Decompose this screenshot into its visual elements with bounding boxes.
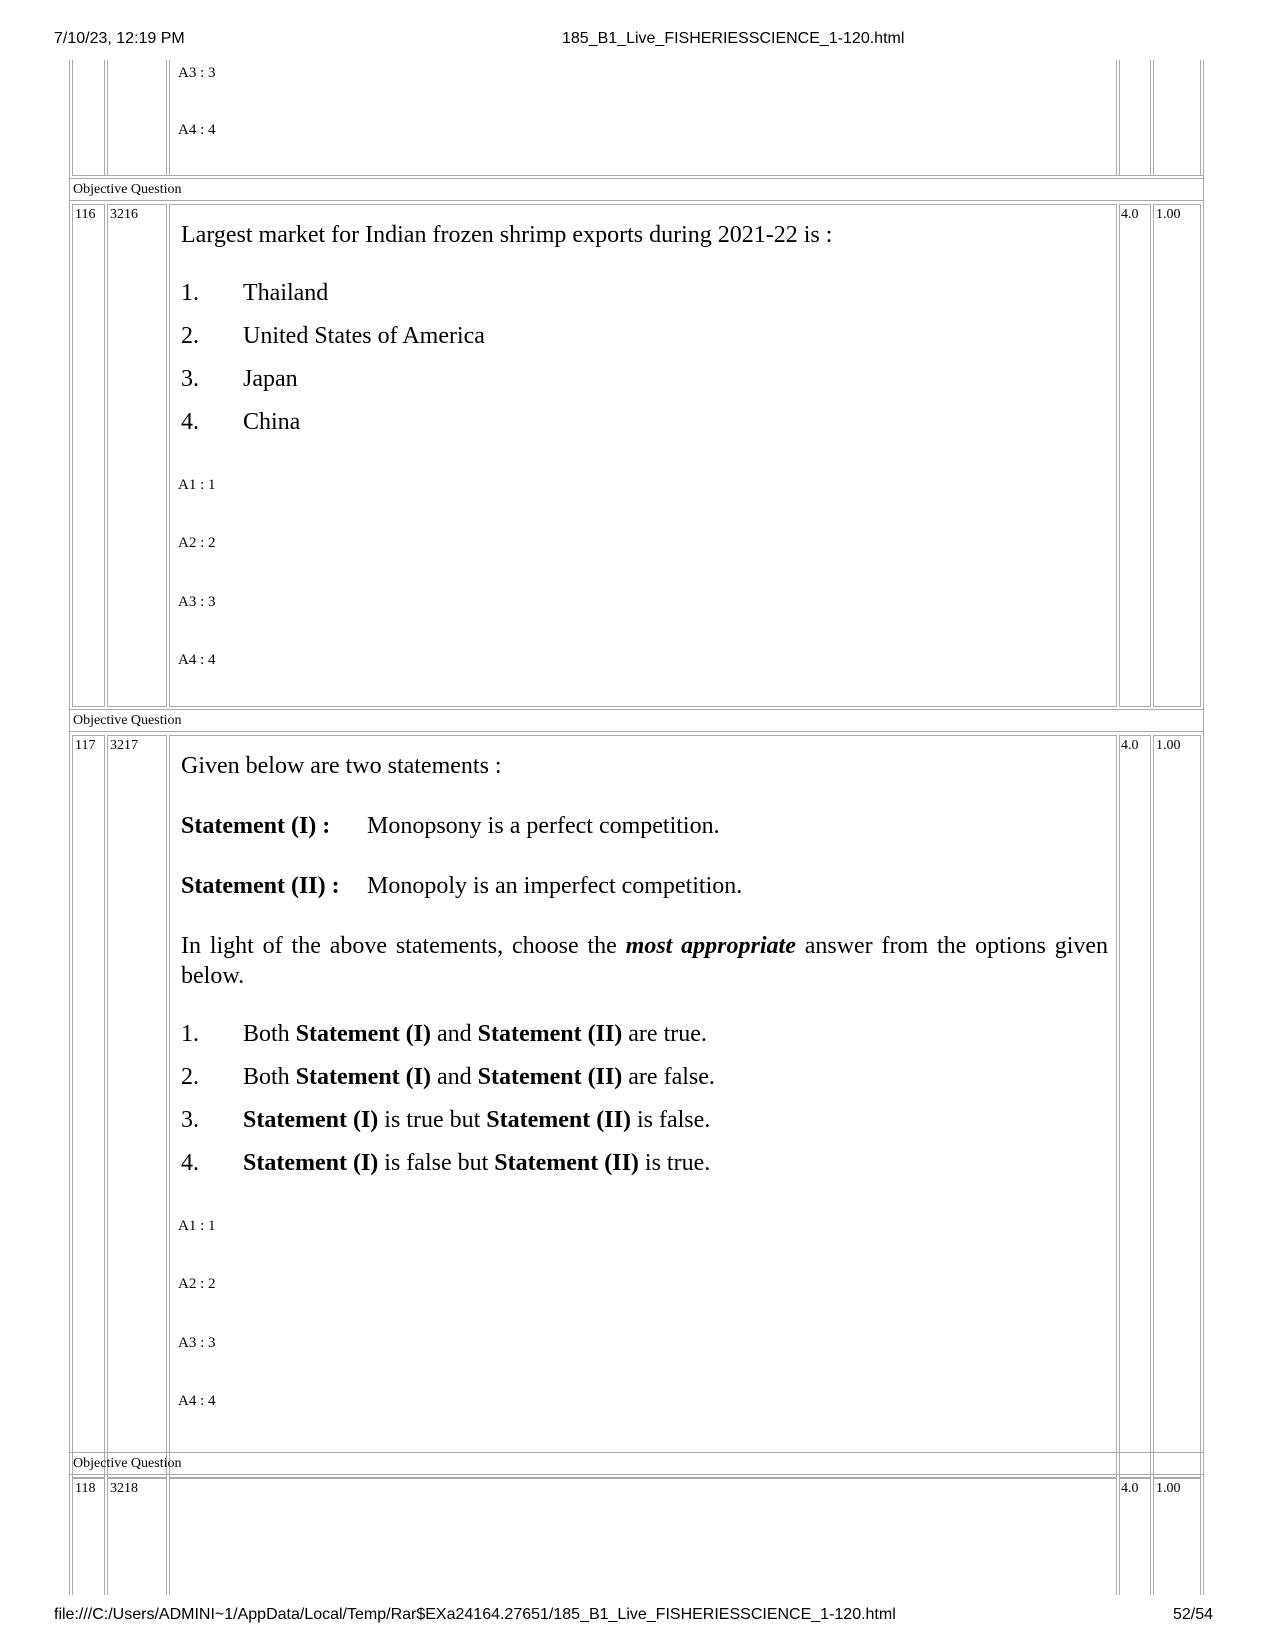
table-border (1119, 1478, 1120, 1595)
answer-label: A4 : 4 (178, 122, 216, 138)
print-datetime: 7/10/23, 12:19 PM (54, 30, 185, 47)
table-border (166, 1478, 167, 1595)
negative-marks-cell (1153, 204, 1201, 707)
table-border (69, 732, 70, 1480)
table-border (1203, 60, 1204, 178)
instruction-emphasis: most appropriate (625, 933, 796, 959)
table-border (1116, 60, 1117, 175)
question-text: Largest market for Indian frozen shrimp exports during 2021-22 is : (181, 222, 833, 248)
answer-label: A2 : 2 (178, 1276, 216, 1292)
table-border (1116, 1478, 1117, 1595)
question-type-bar (69, 709, 1204, 732)
table-border (72, 1478, 73, 1595)
table-border (72, 1478, 105, 1479)
option-number: 3. (181, 1107, 199, 1133)
serial-number: 117 (75, 738, 96, 753)
table-border (1119, 60, 1120, 175)
table-border (1153, 60, 1154, 175)
table-border (107, 1478, 108, 1595)
option-number: 4. (181, 409, 199, 435)
option-text: Japan (243, 366, 298, 392)
question-id: 3218 (110, 1481, 138, 1496)
question-type-label: Objective Question (73, 1456, 182, 1471)
statement-1-text: Monopsony is a perfect competition. (367, 813, 720, 839)
answer-label: A3 : 3 (178, 594, 216, 610)
qid-cell (107, 735, 167, 1478)
table-border (1203, 1475, 1204, 1595)
table-border (169, 60, 170, 175)
table-border (69, 201, 70, 709)
instruction-text: In light of the above statements, choose the (181, 933, 626, 959)
option-number: 1. (181, 1021, 199, 1047)
table-border (1203, 732, 1204, 1480)
question-id: 3217 (110, 738, 138, 753)
page-number: 52/54 (1173, 1606, 1214, 1623)
option-text: Statement (I) is false but Statement (II) is true. (243, 1150, 711, 1176)
marks-value: 4.0 (1121, 1481, 1139, 1496)
table-border (1150, 60, 1151, 175)
statement-2-label: Statement (II) : (181, 873, 340, 899)
answer-label: A1 : 1 (178, 1218, 216, 1234)
table-border (107, 60, 108, 175)
marks-cell (1119, 735, 1151, 1478)
table-border (1153, 1478, 1201, 1479)
serial-number: 116 (75, 207, 96, 222)
answer-label: A3 : 3 (178, 1335, 216, 1351)
table-border (72, 60, 73, 175)
answer-label: A4 : 4 (178, 652, 216, 668)
option-text: Both Statement (I) and Statement (II) are true. (243, 1021, 707, 1047)
table-border (1200, 60, 1201, 175)
table-border (1203, 201, 1204, 709)
table-border (107, 1478, 167, 1479)
option-number: 2. (181, 323, 199, 349)
option-number: 2. (181, 1064, 199, 1090)
option-text: United States of America (243, 323, 485, 349)
qid-cell (107, 204, 167, 707)
negative-marks-cell (1153, 735, 1201, 1478)
instruction-text: answer from the options given below. (181, 933, 1109, 989)
table-border (1153, 1478, 1154, 1595)
table-border (1150, 1478, 1151, 1595)
option-text: China (243, 409, 301, 435)
option-text: Thailand (243, 280, 329, 306)
question-intro: Given below are two statements : (181, 753, 502, 779)
statement-2 (181, 871, 340, 901)
table-border (69, 60, 70, 178)
negative-marks-value: 1.00 (1156, 1481, 1181, 1496)
table-border (72, 175, 1203, 176)
negative-marks-value: 1.00 (1156, 207, 1181, 222)
answer-label: A1 : 1 (178, 477, 216, 493)
file-path: file:///C:/Users/ADMINI~1/AppData/Local/Temp/Rar$EXa24164.27651/185_B1_Live_FISHERIESSCIENCE_1-120.html (54, 1606, 896, 1623)
sno-cell (72, 735, 105, 1478)
option-text: Both Statement (I) and Statement (II) are false. (243, 1064, 715, 1090)
option-number: 1. (181, 280, 199, 306)
table-border (1200, 1478, 1201, 1595)
table-border (104, 60, 105, 175)
table-border (169, 1478, 170, 1595)
answer-label: A2 : 2 (178, 535, 216, 551)
serial-number: 118 (75, 1481, 96, 1496)
document-title: 185_B1_Live_FISHERIESSCIENCE_1-120.html (562, 30, 905, 47)
marks-cell (1119, 204, 1151, 707)
option-number: 3. (181, 366, 199, 392)
statement-2-text: Monopoly is an imperfect competition. (367, 873, 743, 899)
table-border (169, 1478, 1117, 1479)
table-border (1119, 1478, 1151, 1479)
marks-value: 4.0 (1121, 207, 1139, 222)
question-type-bar (69, 1452, 1204, 1475)
statement-1-label: Statement (I) : (181, 813, 331, 839)
marks-value: 4.0 (1121, 738, 1139, 753)
question-id: 3216 (110, 207, 138, 222)
question-type-bar (69, 178, 1204, 201)
statement-1 (181, 811, 330, 841)
question-type-label: Objective Question (73, 182, 182, 197)
sno-cell (72, 204, 105, 707)
table-border (104, 1478, 105, 1595)
negative-marks-value: 1.00 (1156, 738, 1181, 753)
question-type-label: Objective Question (73, 713, 182, 728)
option-number: 4. (181, 1150, 199, 1176)
table-border (166, 60, 167, 175)
table-border (69, 1475, 70, 1595)
option-text: Statement (I) is true but Statement (II) is false. (243, 1107, 711, 1133)
answer-label: A3 : 3 (178, 65, 216, 81)
answer-label: A4 : 4 (178, 1393, 216, 1409)
question-instruction (181, 931, 1108, 991)
